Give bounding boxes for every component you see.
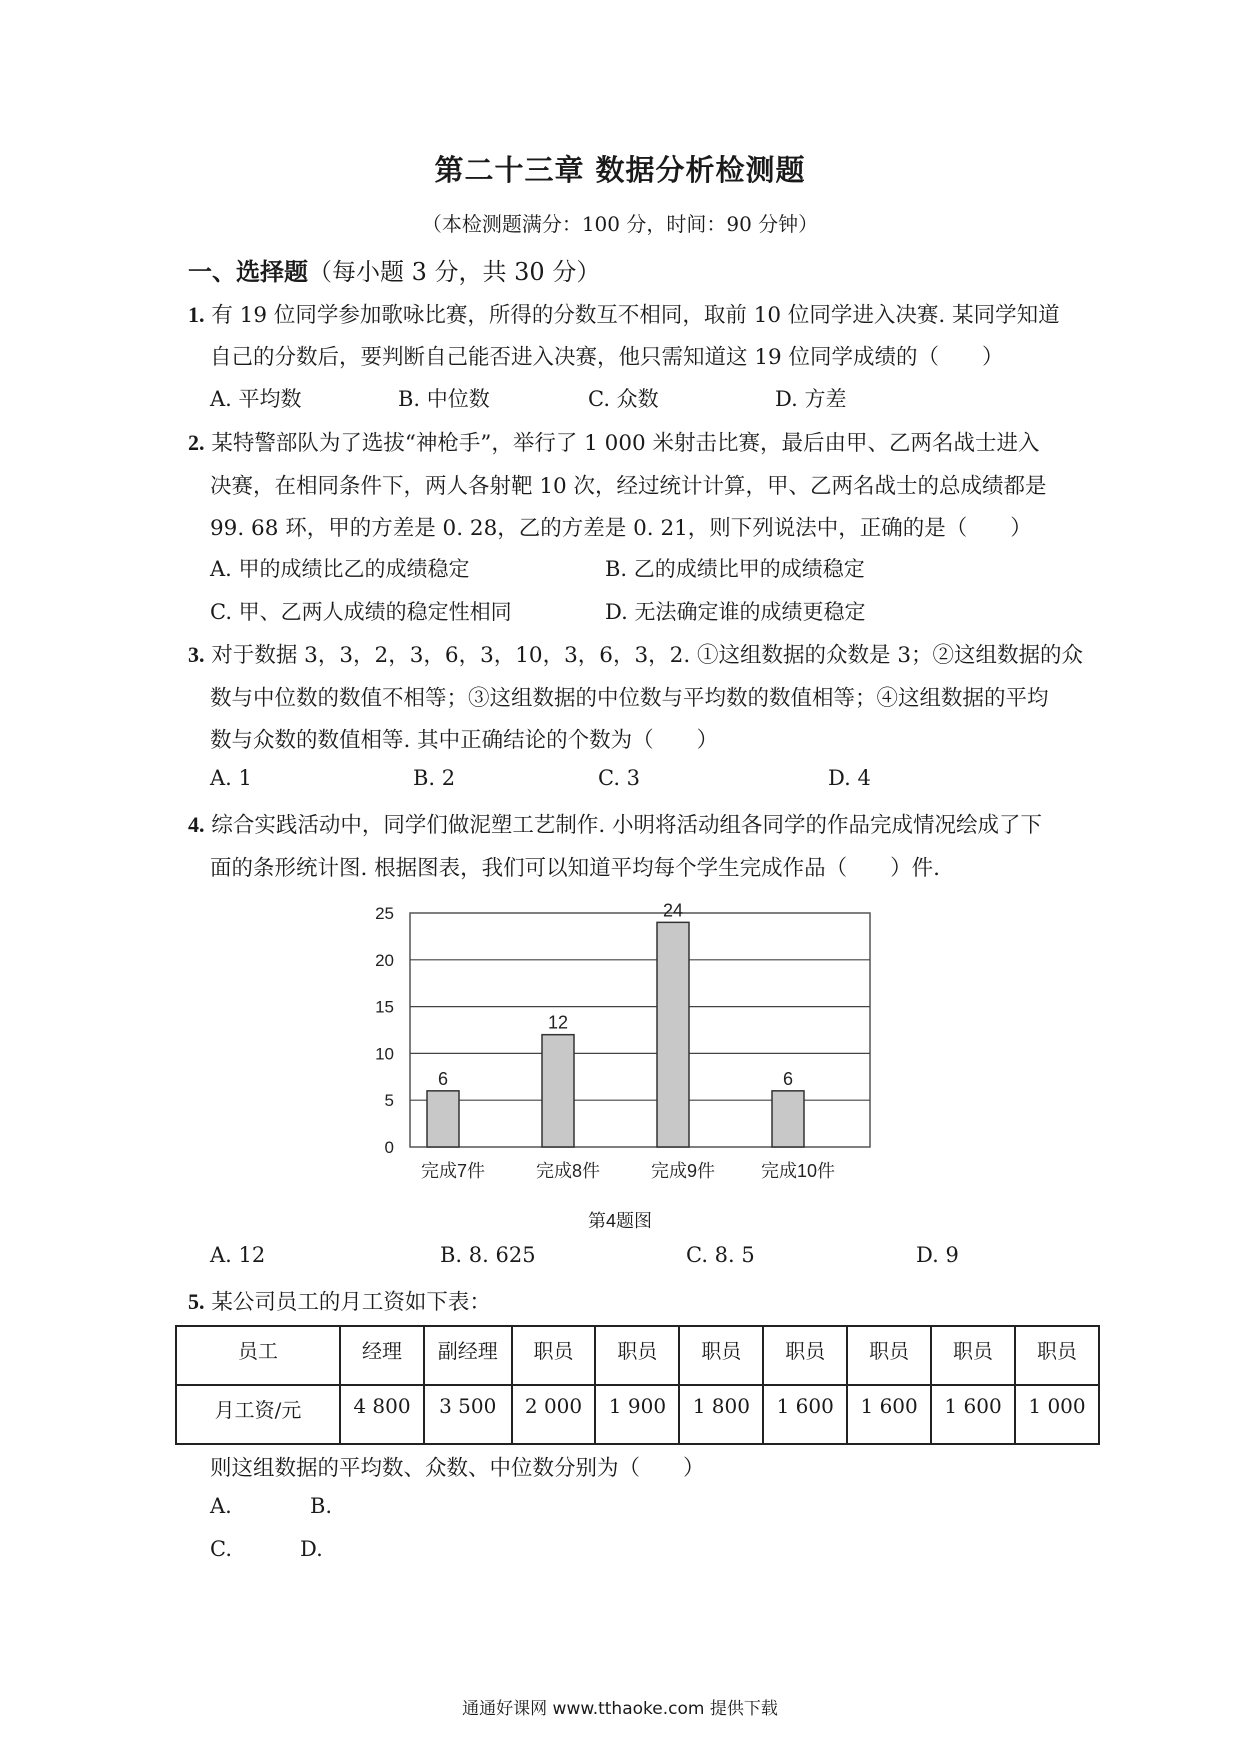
q1-option-b: B. 中位数 — [398, 387, 490, 411]
salary-table — [175, 1325, 1100, 1445]
table-cell: 副经理 — [424, 1326, 512, 1385]
q1-line1 — [188, 298, 1060, 329]
table-row — [176, 1326, 1099, 1385]
q3-line1 — [188, 638, 1083, 669]
q5-text1: 某公司员工的月工资如下表： — [211, 1290, 491, 1315]
bar — [542, 1035, 574, 1147]
q2-line3: 99. 68 环，甲的方差是 0. 28，乙的方差是 0. 21，则下列说法中，正确的是（ ） — [210, 516, 1032, 541]
table-cell: 4 800 — [340, 1385, 424, 1444]
q2-option-c: C. 甲、乙两人成绩的稳定性相同 — [210, 600, 512, 624]
chart-caption: 第4题图 — [587, 1211, 652, 1231]
q1-option-a: A. 平均数 — [210, 387, 302, 411]
q4-number: 4. — [188, 812, 205, 837]
y-tick-label: 0 — [384, 1138, 394, 1157]
page-subtitle: （本检测题满分：100 分，时间：90 分钟） — [421, 212, 819, 236]
q5-number: 5. — [188, 1289, 205, 1314]
bar — [427, 1091, 459, 1147]
bar-chart — [370, 885, 890, 1255]
q1-option-c: C. 众数 — [588, 387, 659, 411]
q3-text1: 对于数据 3，3，2，3，6，3，10，3，6，3，2. ①这组数据的众数是 3；②这组数据的众 — [211, 643, 1084, 668]
table-cell: 职员 — [679, 1326, 763, 1385]
table-cell: 员工 — [176, 1326, 340, 1385]
q4-line2: 面的条形统计图. 根据图表，我们可以知道平均每个学生完成作品（ ）件. — [210, 856, 941, 881]
q5-option-b: B. — [310, 1494, 333, 1518]
q2-line1 — [188, 426, 1040, 457]
bar — [772, 1091, 804, 1147]
q2-option-a: A. 甲的成绩比乙的成绩稳定 — [210, 557, 470, 581]
q5-option-d: D. — [300, 1537, 323, 1561]
q2-number: 2. — [188, 430, 205, 455]
table-cell: 2 000 — [512, 1385, 596, 1444]
q1-text1: 有 19 位同学参加歌咏比赛，所得的分数互不相同，取前 10 位同学进入决赛. 某同学知道 — [211, 303, 1060, 328]
q4-line1 — [188, 808, 1042, 839]
x-category-label: 完成8件 — [535, 1161, 601, 1181]
table-cell: 职员 — [763, 1326, 847, 1385]
data-label: 6 — [782, 1068, 794, 1089]
y-tick-label: 10 — [375, 1044, 394, 1064]
table-cell: 职员 — [595, 1326, 679, 1385]
q3-line3: 数与众数的数值相等. 其中正确结论的个数为（ ） — [210, 728, 719, 753]
data-label: 24 — [662, 900, 684, 921]
q2-text1: 某特警部队为了选拔“神枪手”，举行了 1 000 米射击比赛，最后由甲、乙两名战士进入 — [211, 431, 1040, 456]
table-cell: 1 000 — [1015, 1385, 1099, 1444]
table-cell: 1 900 — [595, 1385, 679, 1444]
table-cell: 职员 — [847, 1326, 931, 1385]
q5-line2: 则这组数据的平均数、众数、中位数分别为（ ） — [210, 1456, 705, 1481]
table-cell: 经理 — [340, 1326, 424, 1385]
y-tick-label: 20 — [375, 950, 394, 970]
q5-option-a: A. — [210, 1494, 232, 1518]
q3-option-c: C. 3 — [598, 766, 641, 790]
q1-number: 1. — [188, 302, 205, 327]
page-title: 第二十三章 数据分析检测题 — [434, 153, 806, 187]
q2-line2: 决赛，在相同条件下，两人各射靶 10 次，经过统计计算，甲、乙两名战士的总成绩都是 — [210, 474, 1047, 499]
q3-option-d: D. 4 — [828, 766, 871, 790]
page-footer: 通通好课网 www.tthaoke.com 提供下载 — [462, 1699, 778, 1719]
q4-option-c: C. 8. 5 — [686, 1243, 755, 1267]
y-tick-label: 25 — [375, 904, 394, 923]
section-title: 一、选择题 — [188, 258, 308, 286]
table-cell: 3 500 — [424, 1385, 512, 1444]
q3-line2: 数与中位数的数值不相等；③这组数据的中位数与平均数的数值相等；④这组数据的平均 — [210, 686, 1049, 711]
table-row — [176, 1385, 1099, 1444]
y-tick-label: 15 — [375, 997, 394, 1017]
x-category-label: 完成10件 — [760, 1161, 836, 1181]
section-heading — [188, 252, 600, 287]
q1-line2: 自己的分数后，要判断自己能否进入决赛，他只需知道这 19 位同学成绩的（ ） — [210, 345, 1004, 370]
table-cell: 职员 — [1015, 1326, 1099, 1385]
q2-option-d: D. 无法确定谁的成绩更稳定 — [605, 600, 866, 624]
table-cell: 职员 — [931, 1326, 1015, 1385]
q2-option-b: B. 乙的成绩比甲的成绩稳定 — [605, 557, 865, 581]
x-category-label: 完成7件 — [420, 1161, 486, 1181]
table-cell: 1 600 — [847, 1385, 931, 1444]
table-cell: 职员 — [512, 1326, 596, 1385]
q4-option-a: A. 12 — [210, 1243, 266, 1267]
table-cell: 1 800 — [679, 1385, 763, 1444]
bar-chart-svg — [370, 885, 890, 1205]
bar — [657, 922, 689, 1147]
q3-number: 3. — [188, 642, 205, 667]
table-cell: 1 600 — [763, 1385, 847, 1444]
q4-option-b: B. 8. 625 — [440, 1243, 536, 1267]
q3-option-a: A. 1 — [210, 766, 252, 790]
table-cell: 1 600 — [931, 1385, 1015, 1444]
section-note: （每小题 3 分，共 30 分） — [308, 258, 601, 286]
q5-line1 — [188, 1285, 491, 1316]
data-label: 6 — [437, 1068, 449, 1089]
data-label: 12 — [547, 1012, 569, 1033]
q4-text1: 综合实践活动中，同学们做泥塑工艺制作. 小明将活动组各同学的作品完成情况绘成了下 — [211, 813, 1043, 838]
y-tick-label: 5 — [384, 1091, 394, 1111]
q1-option-d: D. 方差 — [775, 387, 847, 411]
table-cell: 月工资/元 — [176, 1385, 340, 1444]
q4-option-d: D. 9 — [916, 1243, 959, 1267]
x-category-label: 完成9件 — [650, 1161, 716, 1181]
q3-option-b: B. 2 — [413, 766, 456, 790]
q5-option-c: C. — [210, 1537, 232, 1561]
